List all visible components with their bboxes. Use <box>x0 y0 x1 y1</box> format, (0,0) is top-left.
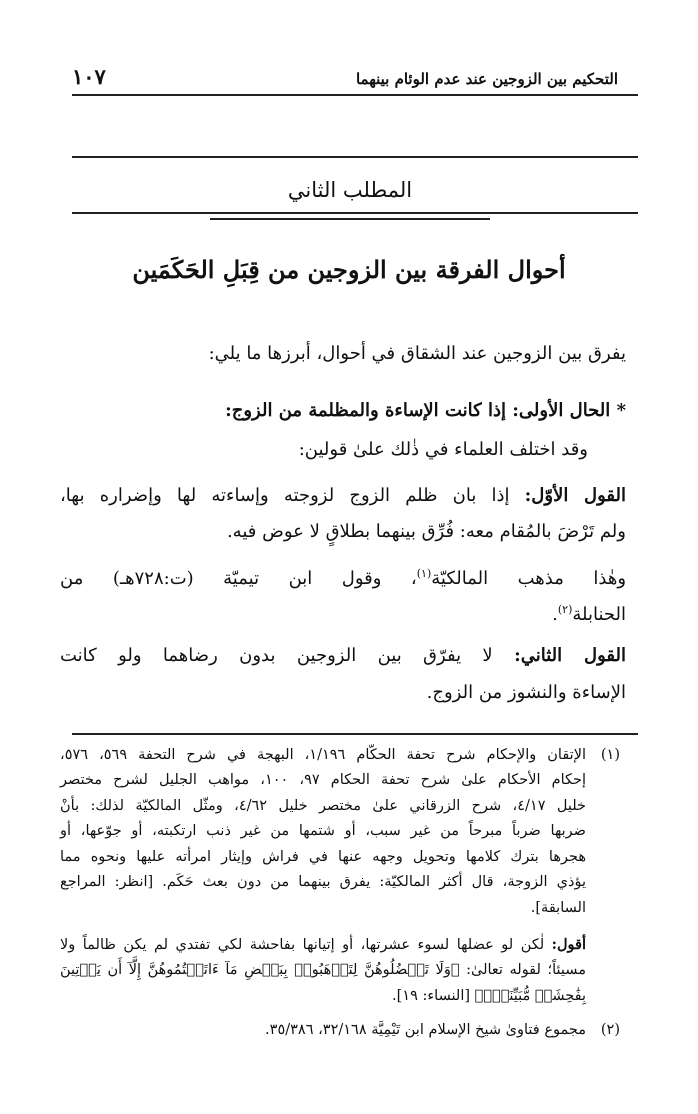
footnote-1-line: خليل ٤/١٧، شرح الزرقاني علىٰ مختصر خليل ٤/٦٢، ومثّل المالكيّة لذلك: بأنْ <box>60 798 586 814</box>
opinion-one-line1 <box>60 478 626 514</box>
opinion-two-label: القول الثاني: <box>514 645 626 666</box>
intro-paragraph: يفرق بين الزوجين عند الشقاق في أحوال، أبرزها ما يلي: <box>208 343 626 364</box>
footnote-ref-1[interactable]: (١) <box>416 567 432 580</box>
footnote-1-quran-end: بِفَٰحِشَةٖ مُّبَيِّنَةٖۚ﴾ [النساء: ١٩]. <box>392 988 586 1004</box>
opinion-one-label: القول الأوّل: <box>524 485 626 506</box>
footnote-1-line: ضربها ضرباً مبرحاً من غير سبب، أو شتمها من غير ذنب ارتكبته، أو جوّعها، أو <box>60 823 586 839</box>
chapter-title: أحوال الفرقة بين الزوجين من قِبَلِ الحَكَمَين <box>132 255 566 284</box>
footnote-separator <box>72 733 638 735</box>
case-one-label: الحال الأولى: <box>512 400 611 421</box>
opinion-one-line2: ولم تَرْضَ بالمُقام معه: فُرِّق بينهما بطلاقٍ لا عوض فيه. <box>226 521 626 542</box>
section-rule-top <box>72 156 638 158</box>
running-title: التحكيم بين الزوجين عند عدم الوئام بينهما <box>355 70 618 88</box>
scholars-line: وقد اختلف العلماء في ذٰلك علىٰ قولين: <box>298 439 588 460</box>
hanabila-text: الحنابلة <box>572 604 626 625</box>
page-number: ١٠٧ <box>72 64 106 89</box>
section-title: المطلب الثاني <box>287 178 413 202</box>
opinion-two-line2: الإساءة والنشوز من الزوج. <box>426 682 626 703</box>
case-one-text: إذا كانت الإساءة والمظلمة من الزوج: <box>225 400 506 421</box>
footnote-1-line: هجرها بترك كلامها وتحويل وجهه عنها في فراش وإيثار امرأته عليها ونحوه مما <box>60 849 586 865</box>
madhab-text-b: ، وقول ابن تيميّة (ت:٧٢٨هـ) من <box>60 568 417 589</box>
footnote-2-number: (٢) <box>600 1022 620 1038</box>
footnote-1-quran-line: مسيئاً؛ لقوله تعالىٰ: ﴿وَلَا تَعۡضُلُوهُنَّ لِتَذۡهَبُوا۟ بِبَعۡضِ مَآ ءَاتَيۡتُمُوهُنَّ إِلَّآ أَن يَأۡتِينَ <box>60 962 586 978</box>
section-rule-bottom <box>72 212 638 214</box>
madhab-line2 <box>552 597 626 633</box>
footnote-2-text: مجموع فتاوىٰ شيخ الإسلام ابن تَيْمِيَّة ٣٢/١٦٨، ٣٥/٣٨٦. <box>265 1022 586 1038</box>
footnote-1-aqul <box>60 932 586 959</box>
opinion-two-text: لا يفرّق بين الزوجين بدون رضاهما ولو كانت <box>60 645 493 666</box>
footnote-1-line: السابقة]. <box>530 900 586 916</box>
footnote-1-number: (١) <box>600 747 620 763</box>
asterisk-marker: * <box>616 400 626 421</box>
section-rule-short <box>210 218 490 220</box>
footnote-1-line: يؤذي الزوجة، قال أكثر المالكيّة: يفرق بينهما من دون بعث حَكَم. [انظر: المراجع <box>60 874 586 890</box>
opinion-one-text: إذا بان ظلم الزوج لزوجته وإساءته لها وإضراره بها، <box>60 485 510 506</box>
madhab-line <box>60 561 626 597</box>
header-rule <box>72 94 638 96</box>
footnote-1-line: إحكام الأحكام علىٰ شرح تحفة الحكام ٩٧، ١٠٠، مواهب الجليل لشرح مختصر <box>60 772 586 788</box>
footnote-1-line: الإتقان والإحكام شرح تحفة الحكّام ١/١٩٦، البهجة في شرح التحفة ٥٦٩، ٥٧٦، <box>60 747 586 763</box>
footnote-ref-2[interactable]: (٢) <box>557 603 573 616</box>
madhab-text-a: وهٰذا مذهب المالكيّة <box>431 568 627 589</box>
aqul-label: أقول: <box>551 936 586 953</box>
opinion-two-line1 <box>60 638 626 674</box>
madhab-end: . <box>552 604 558 625</box>
case-one-heading <box>225 393 626 429</box>
aqul-text: لٰكن لو عضلها لسوء عشرتها، أو إتيانها بفاحشة لكي تفتدي لم يكن ظالماً ولا <box>60 937 545 953</box>
